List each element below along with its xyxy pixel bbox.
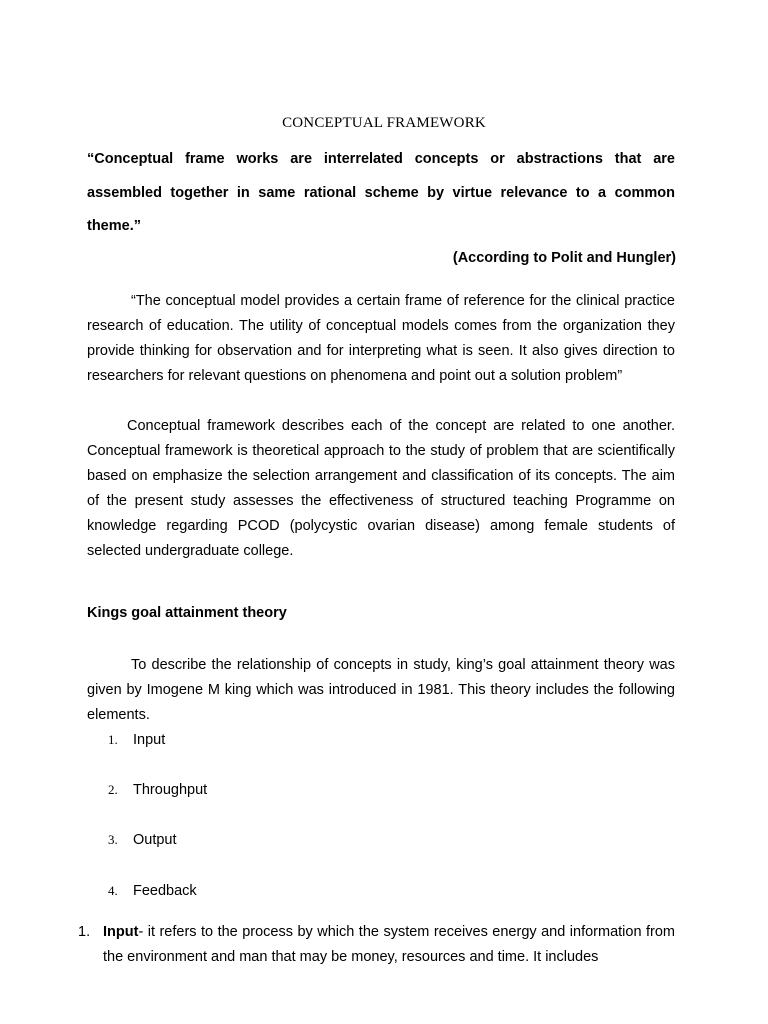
document-title: CONCEPTUAL FRAMEWORK — [282, 115, 486, 131]
definition-quote: “Conceptual frame works are interrelated concepts or abstractions that are assembled together in same rational scheme by virtue relevance to a common theme.” — [87, 151, 675, 234]
list-item-label: Input — [133, 732, 166, 748]
list-item — [108, 832, 177, 848]
list-item-label: Feedback — [133, 883, 197, 899]
definition-text — [103, 920, 675, 970]
definition-number: 1. — [78, 924, 91, 940]
section-heading: Kings goal attainment theory — [87, 605, 287, 621]
list-item-number: 2. — [108, 782, 118, 797]
list-item-label: Throughput — [133, 782, 208, 798]
section-paragraph: To describe the relationship of concepts in study, king’s goal attainment theory was given by Imogene M king which was introduced in 1981. This theory includes the following elements. — [87, 657, 675, 723]
definition-item — [78, 920, 675, 970]
list-item-number: 1. — [108, 732, 118, 747]
list-item-number: 4. — [108, 883, 118, 898]
list-item — [108, 883, 197, 899]
body-paragraph: “The conceptual model provides a certain frame of reference for the clinical practice research of education. The utility of conceptual models comes from the organization they provide thinking for observation and for interpreting what is seen. It also gives direction to researchers for relevant questions on phenomena and point out a solution problem” — [87, 293, 675, 384]
definition-body: - it refers to the process by which the system receives energy and information from the environment and man that may be money, resources and time. It includes — [103, 924, 675, 965]
list-item-number: 3. — [108, 832, 118, 847]
definition-term: Input — [103, 924, 139, 940]
list-item — [108, 732, 165, 748]
list-item — [108, 782, 207, 798]
body-paragraph: Conceptual framework describes each of the concept are related to one another. Conceptual framework is theoretical approach to the study of problem that are scientifically based on emphasize the selection arrangement and classification of its concepts. The aim of the present study assesses the effectiveness of structured teaching Programme on knowledge regarding PCOD (polycystic ovarian disease) among female students of selected undergraduate college. — [87, 418, 675, 559]
list-item-label: Output — [133, 832, 177, 848]
quote-attribution: (According to Polit and Hungler) — [452, 250, 676, 266]
